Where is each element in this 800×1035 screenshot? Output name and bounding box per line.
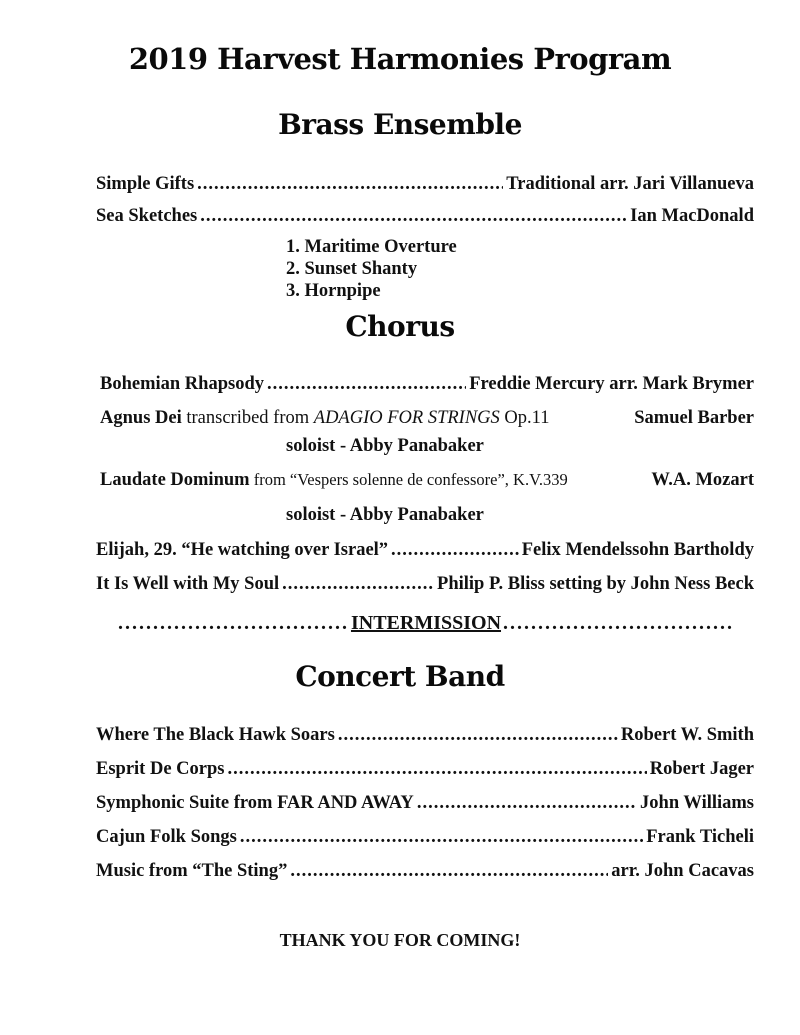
intermission-line	[118, 612, 734, 635]
program-item	[96, 206, 754, 227]
leader-dots	[417, 793, 637, 814]
piece-composer: Freddie Mercury arr. Mark Brymer	[469, 374, 754, 394]
intermission-label: INTERMISSION	[350, 612, 502, 634]
piece-composer: Frank Ticheli	[646, 827, 754, 847]
piece-source-title: ADAGIO FOR STRINGS	[313, 408, 500, 428]
leader-dots	[290, 861, 608, 882]
movement-item: 1. Maritime Overture	[286, 237, 457, 257]
program-item	[96, 574, 754, 595]
piece-composer: Felix Mendelssohn Bartholdy	[521, 540, 754, 560]
leader-dots	[118, 612, 349, 635]
piece-title-group	[100, 470, 568, 491]
program-item	[100, 374, 754, 395]
piece-composer: Robert W. Smith	[620, 725, 754, 745]
program-item	[100, 408, 754, 429]
soloist-credit: soloist - Abby Panabaker	[286, 505, 484, 525]
leader-dots	[338, 725, 618, 746]
piece-title: Cajun Folk Songs	[96, 827, 237, 847]
leader-dots	[391, 540, 519, 561]
program-item	[96, 174, 754, 195]
piece-title: Where The Black Hawk Soars	[96, 725, 335, 745]
piece-composer: Philip P. Bliss setting by John Ness Beck	[437, 574, 754, 594]
piece-composer: Traditional arr. Jari Villanueva	[506, 174, 754, 194]
piece-title: Bohemian Rhapsody	[100, 374, 264, 394]
piece-title: Laudate Dominum	[100, 470, 250, 490]
program-item	[96, 827, 754, 848]
program-item	[96, 725, 754, 746]
movement-item: 2. Sunset Shanty	[286, 259, 418, 279]
closing-message: THANK YOU FOR COMING!	[279, 930, 521, 950]
piece-title: It Is Well with My Soul	[96, 574, 280, 594]
piece-title-group	[100, 408, 549, 429]
piece-source: from “Vespers solenne de confessore”, K.V.339	[249, 470, 568, 489]
piece-title: Agnus Dei	[100, 408, 182, 428]
program-title: 2019 Harvest Harmonies Program	[128, 42, 672, 76]
piece-source-prefix: transcribed from	[181, 408, 314, 428]
piece-composer: arr. John Cacavas	[611, 861, 754, 881]
piece-composer: Robert Jager	[649, 759, 754, 779]
piece-composer: Samuel Barber	[634, 408, 754, 428]
piece-composer: Ian MacDonald	[630, 206, 754, 226]
leader-dots	[503, 612, 734, 635]
piece-title: Sea Sketches	[96, 206, 198, 226]
section-heading-band: Concert Band	[295, 660, 505, 693]
piece-title: Simple Gifts	[96, 174, 195, 194]
program-item	[100, 470, 754, 491]
program-item	[96, 861, 754, 882]
piece-composer: W.A. Mozart	[651, 470, 754, 490]
movement-list	[286, 236, 457, 302]
section-heading-chorus: Chorus	[345, 310, 455, 343]
leader-dots	[267, 374, 466, 395]
piece-source-suffix: Op.11	[499, 408, 550, 428]
leader-dots	[197, 174, 503, 195]
leader-dots	[227, 759, 646, 780]
leader-dots	[240, 827, 643, 848]
piece-title: Music from “The Sting”	[96, 861, 288, 881]
section-heading-brass: Brass Ensemble	[278, 108, 522, 141]
piece-title: Elijah, 29. “He watching over Israel”	[96, 540, 389, 560]
leader-dots	[282, 574, 434, 595]
movement-item: 3. Hornpipe	[286, 281, 381, 301]
piece-composer: John Williams	[640, 793, 754, 813]
piece-title: Symphonic Suite from FAR AND AWAY	[96, 793, 414, 813]
program-item	[96, 540, 754, 561]
program-item	[96, 793, 754, 814]
leader-dots	[200, 206, 627, 227]
program-item	[96, 759, 754, 780]
soloist-credit: soloist - Abby Panabaker	[286, 436, 484, 456]
piece-title: Esprit De Corps	[96, 759, 225, 779]
